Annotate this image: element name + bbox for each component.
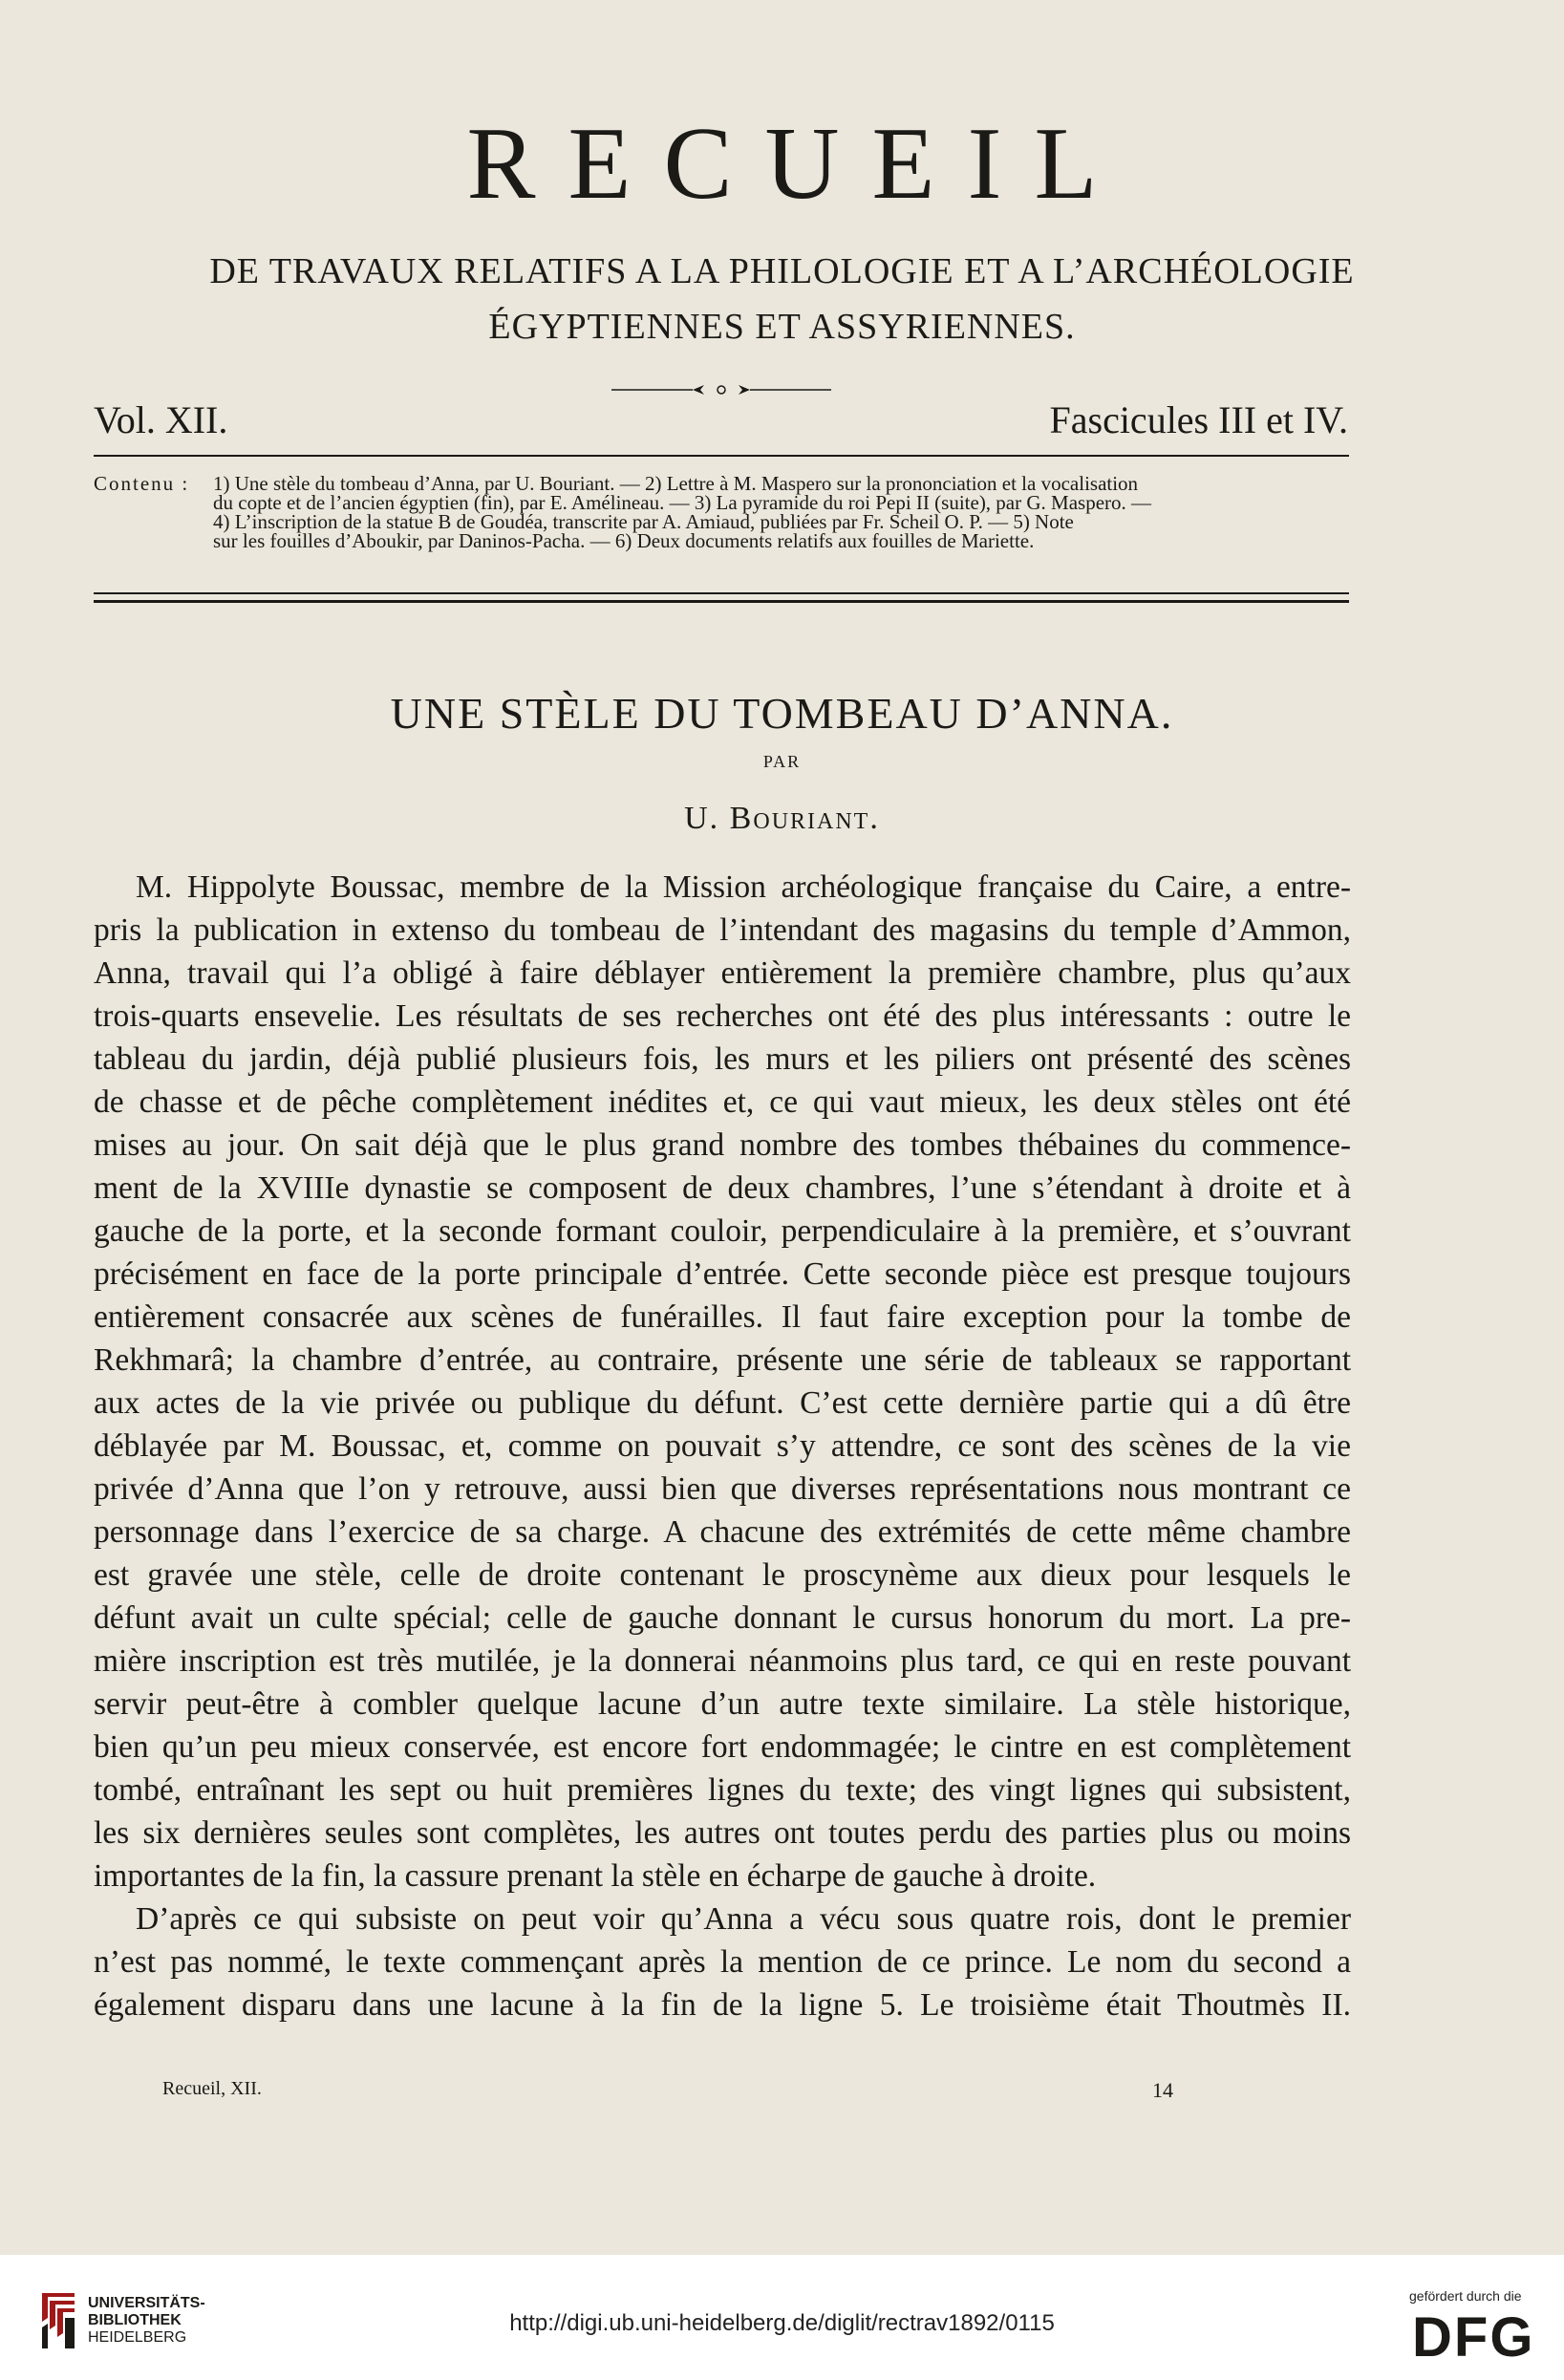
body-line: tableau du jardin, déjà publié plusieurs fois, les murs et les piliers ont présenté des scènes <box>94 1041 1351 1077</box>
body-line: les six dernières seules sont complètes, les autres ont toutes perdu des parties plus ou moins <box>94 1815 1351 1851</box>
article-author: U. Bouriant. <box>684 801 880 836</box>
double-rule-top <box>94 592 1349 594</box>
body-line: défunt avait un culte spécial; celle de gauche donnant le cursus honorum du mort. La pre- <box>94 1600 1351 1636</box>
ornament-divider <box>611 380 831 399</box>
institution-line2: BIBLIOTHEK <box>88 2312 182 2328</box>
contents-line: 1) Une stèle du tombeau d’Anna, par U. Bouriant. — 2) Lettre à M. Maspero sur la prononciation et la vocalisation <box>213 472 1139 495</box>
contents-line: du copte et de l’ancien égyptien (fin), par E. Amélineau. — 3) La pyramide du roi Pepi II (suite), par G. Maspero. — <box>213 491 1152 514</box>
body-line: gauche de la porte, et la seconde formant couloir, perpendiculaire à la première, et s’ouvrant <box>94 1213 1351 1249</box>
body-line: n’est pas nommé, le texte commençant après la mention de ce prince. Le nom du second a <box>94 1944 1351 1980</box>
body-line: tombé, entraînant les sept ou huit premières lignes du texte; des vingt lignes qui subsistent, <box>94 1772 1351 1808</box>
header-rule <box>94 455 1349 457</box>
body-line: personnage dans l’exercice de sa charge. A chacune des extrémités de cette même chambre <box>94 1514 1351 1550</box>
body-line: ment de la XVIIIe dynastie se composent de deux chambres, l’une s’étendant à droite et à <box>94 1170 1351 1206</box>
body-line: Anna, travail qui l’a obligé à faire déblayer entièrement la première chambre, plus qu’aux <box>94 955 1351 991</box>
fascicules-label: Fascicules III et IV. <box>1049 398 1348 441</box>
body-line: est gravée une stèle, celle de droite contenant le proscynème aux dieux pour lesquels le <box>94 1557 1351 1593</box>
journal-subtitle-line1: DE TRAVAUX RELATIFS A LA PHILOLOGIE ET A L’ARCHÉOLOGIE <box>209 251 1355 291</box>
volume-label: Vol. XII. <box>94 398 228 441</box>
body-line: mises au jour. On sait déjà que le plus grand nombre des tombes thébaines du commence- <box>94 1127 1351 1163</box>
body-line: Rekhmarâ; la chambre d’entrée, au contraire, présente une série de tableaux se rapportant <box>94 1342 1351 1378</box>
body-line: également disparu dans une lacune à la fin de la ligne 5. Le troisième était Thoutmès II. <box>94 1987 1351 2023</box>
double-rule-bottom <box>94 600 1349 603</box>
body-line: privée d’Anna que l’on y retrouve, aussi bien que diverses représentations nous montrant ce <box>94 1471 1351 1507</box>
body-line: pris la publication in extenso du tombeau de l’intendant des magasins du temple d’Ammon, <box>94 912 1351 948</box>
page-number: 14 <box>1152 2078 1173 2102</box>
contents-line: 4) L’inscription de la statue B de Goudéa, transcrite par A. Amiaud, publiées par Fr. Scheil O. P. — 5) Note <box>213 510 1074 533</box>
body-line: importantes de la fin, la cassure prenant la stèle en écharpe de gauche à droite. <box>94 1858 1097 1894</box>
body-line: déblayée par M. Boussac, et, comme on pouvait s’y attendre, ce sont des scènes de la vie <box>94 1428 1351 1464</box>
body-line: trois-quarts ensevelie. Les résultats de ses recherches ont été des plus intéressants : outre le <box>94 998 1351 1034</box>
journal-subtitle-line2: ÉGYPTIENNES ET ASSYRIENNES. <box>488 307 1076 347</box>
journal-title: RECUEIL <box>466 107 1130 221</box>
body-line: D’après ce qui subsiste on peut voir qu’Anna a vécu sous quatre rois, dont le premier <box>136 1901 1351 1937</box>
body-line: servir peut-être à combler quelque lacune d’un autre texte similaire. La stèle historique, <box>94 1686 1351 1722</box>
contents-label: Contenu : <box>94 472 190 495</box>
institution-line1: UNIVERSITÄTS- <box>88 2295 205 2311</box>
dfg-logo: DFG <box>1412 2306 1535 2369</box>
body-line: entièrement consacrée aux scènes de funérailles. Il faut faire exception pour la tombe de <box>94 1299 1351 1335</box>
footer-journal-ref: Recueil, XII. <box>162 2078 262 2099</box>
body-line: aux actes de la vie privée ou publique du défunt. C’est cette dernière partie qui a dû être <box>94 1385 1351 1421</box>
by-label: PAR <box>762 752 802 771</box>
article-title: UNE STÈLE DU TOMBEAU D’ANNA. <box>390 689 1174 738</box>
contents-line: sur les fouilles d’Aboukir, par Daninos-Pacha. — 6) Deux documents relatifs aux fouilles de Mariette. <box>213 529 1035 552</box>
institution-line3: HEIDELBERG <box>88 2329 187 2346</box>
body-line: bien qu’un peu mieux conservée, est encore fort endommagée; le cintre en est complètement <box>94 1729 1351 1765</box>
body-line: M. Hippolyte Boussac, membre de la Mission archéologique française du Caire, a entre- <box>136 869 1351 905</box>
body-line: précisément en face de la porte principale d’entrée. Cette seconde pièce est presque toujours <box>94 1256 1351 1292</box>
body-line: de chasse et de pêche complètement inédites et, ce qui vaut mieux, les deux stèles ont été <box>94 1084 1351 1120</box>
body-line: mière inscription est très mutilée, je la donnerai néanmoins plus tard, ce qui en reste pouvant <box>94 1643 1351 1679</box>
funded-by-label: gefördert durch die <box>1409 2288 1522 2304</box>
permalink-url[interactable]: http://digi.ub.uni-heidelberg.de/diglit/rectrav1892/0115 <box>509 2310 1055 2336</box>
